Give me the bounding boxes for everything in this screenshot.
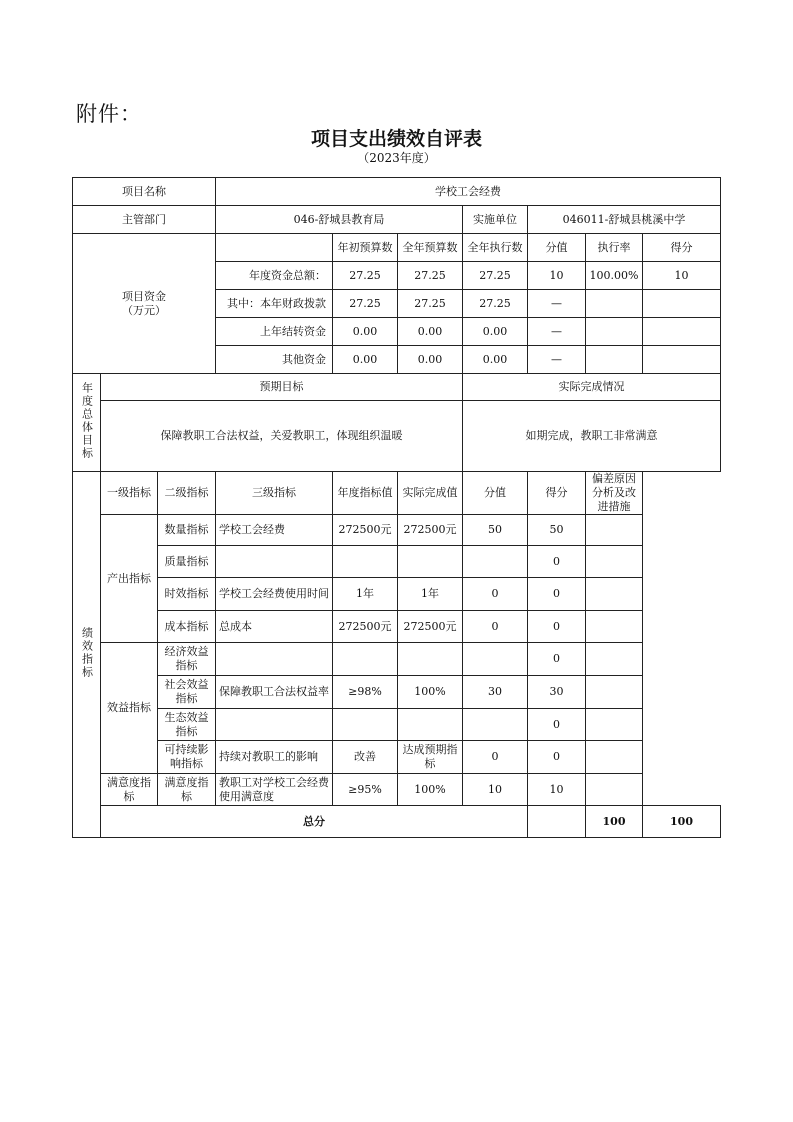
year-subtitle: （2023年度） bbox=[357, 151, 436, 165]
target-cell bbox=[333, 709, 398, 741]
score-cell: 0 bbox=[528, 643, 586, 676]
actual-cell bbox=[398, 709, 463, 741]
impl-label: 实施单位 bbox=[463, 206, 528, 234]
actual-cell: 100% bbox=[398, 774, 463, 806]
funds-cell: 0.00 bbox=[398, 318, 463, 346]
evaluation-table bbox=[72, 177, 721, 838]
funds-row-label: 其中：本年财政拨款 bbox=[216, 290, 333, 318]
funds-header-cell: 全年执行数 bbox=[463, 234, 528, 262]
indicator-row bbox=[73, 611, 721, 643]
funds-header-cell: 得分 bbox=[643, 234, 721, 262]
indicator-row bbox=[73, 741, 721, 774]
level3-cell: 保障教职工合法权益率 bbox=[216, 676, 333, 709]
dept-label: 主管部门 bbox=[73, 206, 216, 234]
total-row bbox=[73, 806, 721, 838]
score-value-cell bbox=[463, 709, 528, 741]
funds-cell bbox=[643, 318, 721, 346]
funds-header-cell: 执行率 bbox=[586, 234, 643, 262]
score-value-cell: 0 bbox=[463, 578, 528, 611]
reason-cell bbox=[586, 611, 643, 643]
level2-cell: 生态效益指标 bbox=[158, 709, 216, 741]
funds-cell: 27.25 bbox=[333, 262, 398, 290]
actual-cell: 达成预期指标 bbox=[398, 741, 463, 774]
actual-cell: 272500元 bbox=[398, 515, 463, 546]
score-cell: 30 bbox=[528, 676, 586, 709]
target-cell: 1年 bbox=[333, 578, 398, 611]
reason-cell bbox=[586, 709, 643, 741]
actual-cell: 272500元 bbox=[398, 611, 463, 643]
funds-row-label: 年度资金总额： bbox=[216, 262, 333, 290]
funds-header-row bbox=[73, 234, 721, 262]
total-score-value: 100 bbox=[586, 806, 643, 838]
level2-cell: 经济效益指标 bbox=[158, 643, 216, 676]
score-value-cell: 10 bbox=[463, 774, 528, 806]
level2-cell: 质量指标 bbox=[158, 546, 216, 578]
reason-cell bbox=[586, 643, 643, 676]
indicator-row bbox=[73, 546, 721, 578]
funds-cell: 10 bbox=[643, 262, 721, 290]
level3-cell: 持续对教职工的影响 bbox=[216, 741, 333, 774]
indicator-header-cell: 三级指标 bbox=[216, 472, 333, 515]
funds-header-cell: 全年预算数 bbox=[398, 234, 463, 262]
score-cell: 0 bbox=[528, 741, 586, 774]
funds-row-label: 其他资金 bbox=[216, 346, 333, 374]
target-cell: 272500元 bbox=[333, 611, 398, 643]
actual-goal-text: 如期完成，教职工非常满意 bbox=[463, 401, 721, 472]
level2-cell: 时效指标 bbox=[158, 578, 216, 611]
funds-cell bbox=[586, 290, 643, 318]
level2-cell: 满意度指标 bbox=[158, 774, 216, 806]
score-value-cell bbox=[463, 643, 528, 676]
level3-cell bbox=[216, 546, 333, 578]
level1-output: 产出指标 bbox=[101, 515, 158, 643]
funds-cell: 27.25 bbox=[398, 262, 463, 290]
indicator-header-cell: 得分 bbox=[528, 472, 586, 515]
level2-cell: 社会效益指标 bbox=[158, 676, 216, 709]
funds-cell bbox=[643, 346, 721, 374]
indicator-header-cell: 年度指标值 bbox=[333, 472, 398, 515]
reason-cell bbox=[586, 774, 643, 806]
reason-cell bbox=[586, 741, 643, 774]
dept-value: 046-舒城县教育局 bbox=[216, 206, 463, 234]
funds-header-cell: 年初预算数 bbox=[333, 234, 398, 262]
score-cell: 0 bbox=[528, 611, 586, 643]
reason-cell bbox=[586, 515, 643, 546]
target-cell: ≥98% bbox=[333, 676, 398, 709]
score-value-cell: 50 bbox=[463, 515, 528, 546]
score-cell: 0 bbox=[528, 578, 586, 611]
level3-cell: 学校工会经费 bbox=[216, 515, 333, 546]
annual-goal-side-label: 年度总体目标 bbox=[73, 374, 101, 472]
target-cell bbox=[333, 643, 398, 676]
funds-label: 项目资金 （万元） bbox=[73, 234, 216, 374]
indicator-row bbox=[73, 774, 721, 806]
score-cell: 0 bbox=[528, 709, 586, 741]
target-cell: 272500元 bbox=[333, 515, 398, 546]
indicator-row bbox=[73, 709, 721, 741]
indicators-side-label: 绩效指标 bbox=[73, 472, 101, 838]
indicator-row bbox=[73, 515, 721, 546]
funds-cell: 0.00 bbox=[398, 346, 463, 374]
score-value-cell: 30 bbox=[463, 676, 528, 709]
level2-cell: 成本指标 bbox=[158, 611, 216, 643]
page-title: 项目支出绩效自评表 bbox=[310, 128, 482, 150]
level3-cell: 总成本 bbox=[216, 611, 333, 643]
reason-cell bbox=[586, 578, 643, 611]
level3-cell: 学校工会经费使用时间 bbox=[216, 578, 333, 611]
funds-cell: 100.00% bbox=[586, 262, 643, 290]
funds-cell: 0.00 bbox=[333, 346, 398, 374]
level2-cell: 数量指标 bbox=[158, 515, 216, 546]
level1-benefit: 效益指标 bbox=[101, 643, 158, 774]
funds-header-cell: 分值 bbox=[528, 234, 586, 262]
level3-cell bbox=[216, 643, 333, 676]
funds-cell: 0.00 bbox=[333, 318, 398, 346]
actual-cell: 1年 bbox=[398, 578, 463, 611]
indicator-row bbox=[73, 676, 721, 709]
expected-goal-header: 预期目标 bbox=[101, 374, 463, 401]
funds-cell: — bbox=[528, 346, 586, 374]
expected-goal-text: 保障教职工合法权益，关爱教职工，体现组织温暖 bbox=[101, 401, 463, 472]
funds-cell: 27.25 bbox=[398, 290, 463, 318]
funds-cell bbox=[586, 346, 643, 374]
reason-cell bbox=[586, 676, 643, 709]
total-label: 总分 bbox=[101, 806, 528, 838]
funds-cell: 0.00 bbox=[463, 318, 528, 346]
score-value-cell: 0 bbox=[463, 611, 528, 643]
project-name-label: 项目名称 bbox=[73, 178, 216, 206]
target-cell: 改善 bbox=[333, 741, 398, 774]
total-score: 100 bbox=[643, 806, 721, 838]
indicator-header-row bbox=[73, 472, 721, 515]
funds-cell: 27.25 bbox=[333, 290, 398, 318]
funds-cell: — bbox=[528, 318, 586, 346]
score-cell: 10 bbox=[528, 774, 586, 806]
indicator-header-cell: 实际完成值 bbox=[398, 472, 463, 515]
actual-cell bbox=[398, 546, 463, 578]
impl-value: 046011-舒城县桃溪中学 bbox=[528, 206, 721, 234]
indicator-header-cell: 分值 bbox=[463, 472, 528, 515]
funds-cell: — bbox=[528, 290, 586, 318]
funds-cell: 10 bbox=[528, 262, 586, 290]
reason-cell bbox=[586, 546, 643, 578]
funds-cell: 27.25 bbox=[463, 290, 528, 318]
actual-cell: 100% bbox=[398, 676, 463, 709]
funds-cell bbox=[586, 318, 643, 346]
total-empty bbox=[528, 806, 586, 838]
indicator-header-cell: 一级指标 bbox=[101, 472, 158, 515]
funds-cell: 0.00 bbox=[463, 346, 528, 374]
score-value-cell: 0 bbox=[463, 741, 528, 774]
score-value-cell bbox=[463, 546, 528, 578]
score-cell: 0 bbox=[528, 546, 586, 578]
level2-cell: 可持续影响指标 bbox=[158, 741, 216, 774]
level3-cell: 教职工对学校工会经费使用满意度 bbox=[216, 774, 333, 806]
indicator-row bbox=[73, 578, 721, 611]
funds-header-empty bbox=[216, 234, 333, 262]
project-name-value: 学校工会经费 bbox=[216, 178, 721, 206]
attachment-label: 附件： bbox=[76, 102, 142, 126]
actual-cell bbox=[398, 643, 463, 676]
indicator-header-cell: 二级指标 bbox=[158, 472, 216, 515]
indicator-header-cell: 偏差原因分析及改进措施 bbox=[586, 472, 643, 515]
funds-row-label: 上年结转资金 bbox=[216, 318, 333, 346]
funds-cell bbox=[643, 290, 721, 318]
target-cell: ≥95% bbox=[333, 774, 398, 806]
funds-cell: 27.25 bbox=[463, 262, 528, 290]
actual-goal-header: 实际完成情况 bbox=[463, 374, 721, 401]
level3-cell bbox=[216, 709, 333, 741]
score-cell: 50 bbox=[528, 515, 586, 546]
target-cell bbox=[333, 546, 398, 578]
level1-satisfaction: 满意度指标 bbox=[101, 774, 158, 806]
indicator-row bbox=[73, 643, 721, 676]
